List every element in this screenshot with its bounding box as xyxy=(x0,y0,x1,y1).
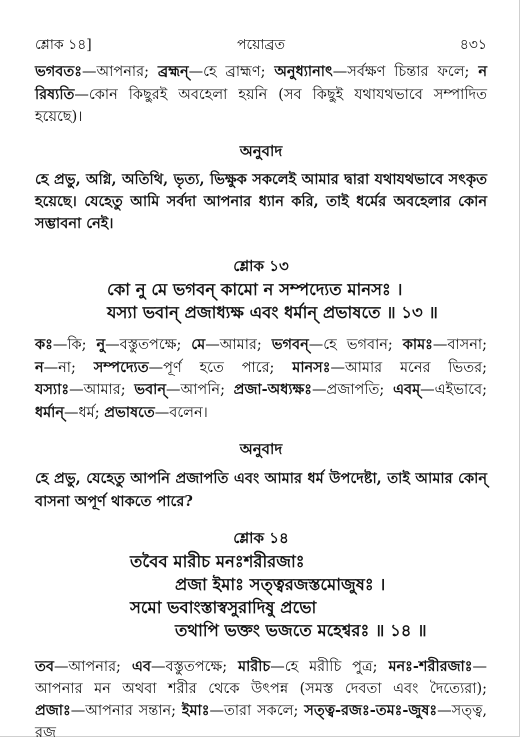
word-meaning: —তারা সকলে; xyxy=(209,703,305,719)
verse-heading: শ্লোক ১৩ xyxy=(233,257,289,275)
word-meaning: —আপনার; xyxy=(82,64,158,80)
sanskrit-term: এবম্ xyxy=(392,381,421,399)
verse-line: কো নু মে ভগবন্ কামো ন সম্পদ্যেত মানসঃ । xyxy=(107,280,403,299)
sanskrit-term: মারীচ xyxy=(238,658,271,675)
sanskrit-term: ন xyxy=(35,358,44,376)
sanskrit-term: প্রজাঃ xyxy=(35,702,71,719)
translation-line: হে প্রভু, যেহেতু আপনি প্রজাপতি এবং আমার ধর্ম উপদেষ্টা, তাই আমার কোন্ xyxy=(35,470,487,487)
sanskrit-term: নু xyxy=(96,336,106,353)
sanskrit-term: ধর্মান্ xyxy=(35,404,65,422)
sanskrit-term: যস্যাঃ xyxy=(35,381,70,399)
word-meaning: —প্রজাপতি; xyxy=(312,382,393,399)
synonyms-verse-14 xyxy=(35,656,487,741)
verse-heading: শ্লোক ১৪ xyxy=(233,529,289,547)
synonym-line xyxy=(35,402,487,425)
translation-line: সম্ভাবনা নেই। xyxy=(35,215,114,232)
synonym-line xyxy=(35,357,487,380)
synonym-line xyxy=(35,334,487,357)
word-meaning: —ধর্ম; xyxy=(64,405,105,422)
translation-verse-13 xyxy=(35,467,487,513)
sanskrit-term: মে xyxy=(191,336,206,353)
word-meaning: —এইভাবে; xyxy=(420,382,487,399)
word-meaning: আপনার মন অথবা শরীর থেকে উৎপন্ন (সমস্ত দেবতা এবং দৈত্যেরা); xyxy=(35,681,487,697)
sanskrit-term: এব xyxy=(131,658,151,675)
sanskrit-term: মনঃ-শরীরজাঃ xyxy=(388,658,473,675)
word-meaning: — xyxy=(472,659,487,675)
word-meaning: —কি; xyxy=(52,337,97,353)
translation-verse-12 xyxy=(35,169,487,235)
synonym-line xyxy=(35,84,487,107)
running-header xyxy=(35,34,487,56)
word-meaning: —হে ব্রাহ্মণ; xyxy=(188,64,275,80)
word-meaning: —আপনার; xyxy=(53,659,132,675)
sanskrit-term: ভবান্ xyxy=(134,381,167,399)
synonym-line xyxy=(35,106,487,129)
word-meaning: —বস্তুতপক্ষে; xyxy=(150,659,239,675)
synonym-line xyxy=(35,700,487,741)
synonyms-verse-12 xyxy=(35,61,487,129)
translation-heading: অনুবাদ xyxy=(239,440,283,458)
sanskrit-term: কামঃ xyxy=(402,336,433,353)
verse-line: তথাপি ভক্তং ভজতে মহেশ্বরঃ ॥ ১৪ ॥ xyxy=(175,621,427,640)
sanskrit-term: রিষ্যতি xyxy=(35,85,75,103)
word-meaning: —সর্বক্ষণ চিন্তার ফলে; xyxy=(332,64,479,80)
sanskrit-term: সম্পদ্যেত xyxy=(93,358,149,376)
word-meaning: —কোন কিছুরই অবহেলা হয়নি (সব কিছুই যথাযথভাবে সম্পাদিত xyxy=(74,86,487,103)
verse-line: সমো ভবাংস্তাস্বসুরাদিষু প্রভো xyxy=(130,598,317,617)
verse-14-text xyxy=(130,550,530,642)
translation-line: বাসনা অপূর্ণ থাকতে পারে? xyxy=(35,493,193,510)
translation-line: হয়েছে। যেহেতু আমি সর্বদা আপনার ধ্যান করি, তাই ধর্মের অবহেলার কোন xyxy=(35,193,487,210)
chapter-title: পয়োব্রত xyxy=(237,37,285,53)
word-meaning: —সত্ত্ব, রজ xyxy=(35,703,487,741)
synonym-line xyxy=(35,678,487,700)
word-meaning: —বাসনা; xyxy=(432,337,487,353)
sanskrit-term: ব্রহ্মন্ xyxy=(157,63,189,80)
verse-line: তবৈব মারীচ মনঃশরীরজাঃ xyxy=(130,552,305,571)
sanskrit-term: ভগবন্ xyxy=(271,336,309,353)
verse-line: প্রজা ইমাঃ সত্ত্বরজস্তমোজুষঃ । xyxy=(175,575,386,594)
sanskrit-term: ন xyxy=(478,63,487,80)
word-meaning: হয়েছে)। xyxy=(35,109,83,125)
word-meaning: —বলেন। xyxy=(154,405,208,422)
section-label: শ্লোক ১৪] xyxy=(35,37,92,53)
sanskrit-term: সত্ত্ব-রজঃ-তমঃ-জুষঃ xyxy=(304,702,438,719)
sanskrit-term: প্রজা-অধ্যক্ষঃ xyxy=(233,381,313,399)
word-meaning: —পূর্ণ হতে পারে; xyxy=(148,359,293,376)
synonym-line xyxy=(35,61,487,84)
sanskrit-term: ভগবতঃ xyxy=(35,63,82,80)
word-meaning: —না; xyxy=(43,359,94,376)
sanskrit-term: তব xyxy=(35,658,54,675)
synonym-line xyxy=(35,656,487,678)
sanskrit-term: প্রভাষতে xyxy=(104,404,155,422)
word-meaning: —আমার; xyxy=(205,337,272,353)
word-meaning: —বস্তুতপক্ষে; xyxy=(105,337,192,353)
word-meaning: —আমার মনের ভিতর; xyxy=(330,359,487,376)
translation-line: হে প্রভু, অগ্নি, অতিথি, ভৃত্য, ভিক্ষুক সকলেই আমার দ্বারা যথাযথভাবে সৎকৃত xyxy=(35,171,487,188)
sanskrit-term: অনুধ্যানাৎ xyxy=(274,63,333,80)
verse-line: যস্যা ভবান্ প্রজাধ্যক্ষ এবং ধর্মান্ প্রভাষতে ॥ ১৩ ॥ xyxy=(107,303,438,322)
page-number: ৪৩১ xyxy=(459,37,487,53)
word-meaning: —আপনি; xyxy=(166,382,234,399)
word-meaning: —হে মরীচি পুত্র; xyxy=(270,659,389,675)
word-meaning: —আমার; xyxy=(69,382,135,399)
word-meaning: —হে ভগবান; xyxy=(308,337,403,353)
synonyms-verse-13 xyxy=(35,334,487,425)
translation-heading: অনুবাদ xyxy=(239,142,283,160)
synonym-line xyxy=(35,379,487,402)
verse-13-text xyxy=(107,278,507,324)
sanskrit-term: মানসঃ xyxy=(292,358,331,376)
sanskrit-term: কঃ xyxy=(35,336,53,353)
word-meaning: —আপনার সন্তান; xyxy=(70,703,182,719)
sanskrit-term: ইমাঃ xyxy=(181,702,210,719)
